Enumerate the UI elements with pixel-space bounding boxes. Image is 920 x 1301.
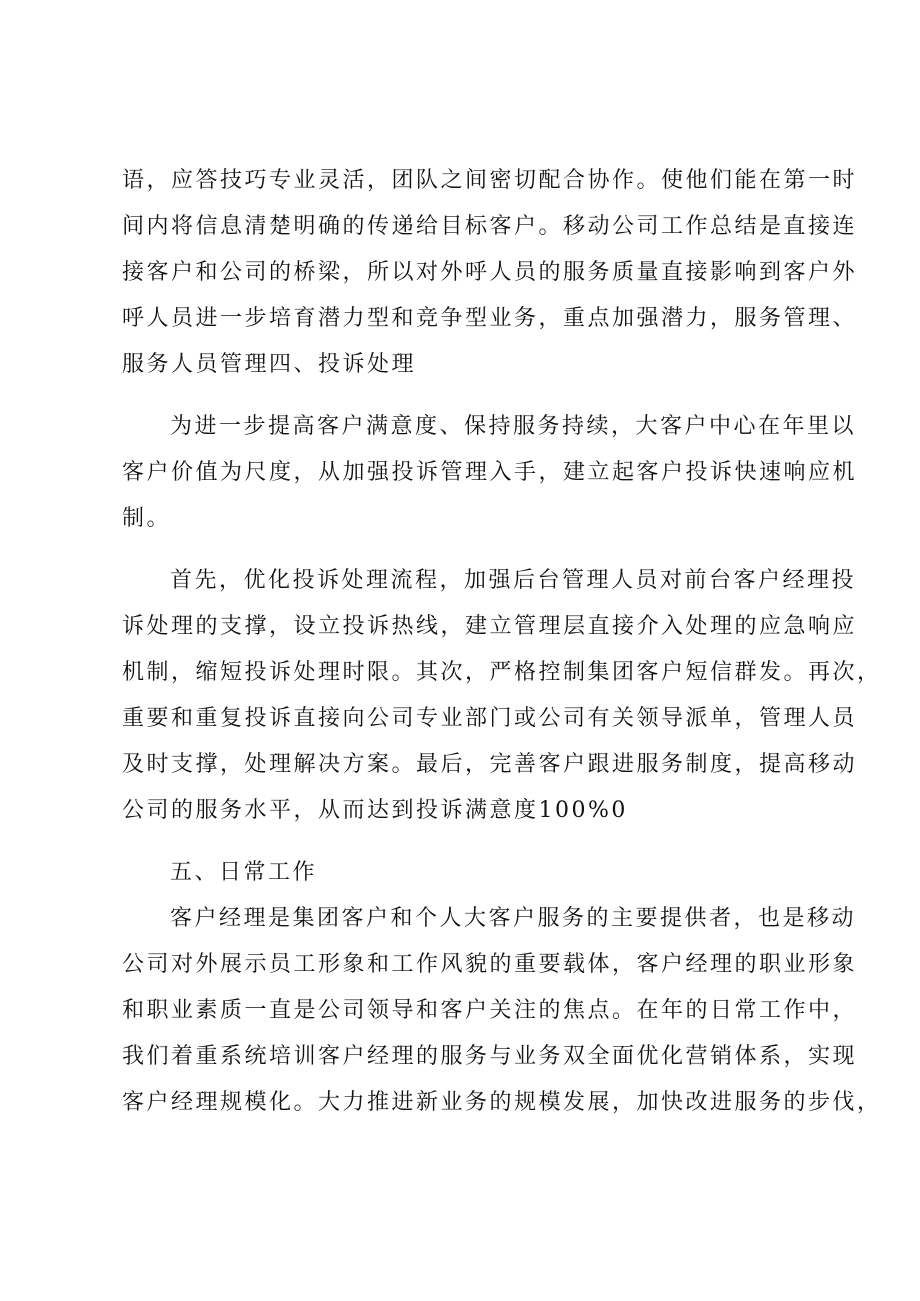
text-line: 首先，优化投诉处理流程，加强后台管理人员对前台客户经理投 xyxy=(170,568,857,593)
text-line: 语，应答技巧专业灵活，团队之间密切配合协作。使他们能在第一时 xyxy=(122,168,858,193)
paragraph-2 xyxy=(122,404,858,542)
text-line: 及时支撑，处理解决方案。最后，完善客户跟进服务制度，提高移动 xyxy=(122,752,858,777)
text-line: 重要和重复投诉直接向公司专业部门或公司有关领导派单，管理人员 xyxy=(122,706,858,731)
text-line: 客户经理是集团客户和个人大客户服务的主要提供者，也是移动 xyxy=(170,906,857,931)
text-line: 客户价值为尺度，从加强投诉管理入手，建立起客户投诉快速响应机 xyxy=(122,460,858,485)
text-line: 公司对外展示员工形象和工作风貌的重要载体，客户经理的职业形象 xyxy=(122,952,858,977)
text-line: 客户经理规模化。大力推进新业务的规模发展，加快改进服务的步伐， xyxy=(122,1090,882,1115)
text-line: 服务人员管理四、投诉处理 xyxy=(122,352,417,377)
section-title: 五、日常工作 xyxy=(170,860,318,885)
section-heading xyxy=(122,850,822,896)
text-line: 接客户和公司的桥梁，所以对外呼人员的服务质量直接影响到客户外 xyxy=(122,260,858,285)
text-line: 公司的服务水平，从而达到投诉满意度100%0 xyxy=(122,798,628,823)
paragraph-5 xyxy=(122,896,882,1126)
text-line: 机制，缩短投诉处理时限。其次，严格控制集团客户短信群发。再次， xyxy=(122,660,882,685)
text-line: 制。 xyxy=(122,506,172,531)
text-line: 为进一步提高客户满意度、保持服务持续，大客户中心在年里以 xyxy=(170,414,857,439)
paragraph-gap xyxy=(122,388,822,404)
paragraph-1 xyxy=(122,158,858,388)
text-line: 和职业素质一直是公司领导和客户关注的焦点。在年的日常工作中， xyxy=(122,998,858,1023)
document-body xyxy=(122,158,882,1126)
text-line: 诉处理的支撑，设立投诉热线，建立管理层直接介入处理的应急响应 xyxy=(122,614,858,639)
paragraph-gap xyxy=(122,834,822,850)
text-line: 呼人员进一步培育潜力型和竞争型业务，重点加强潜力，服务管理、 xyxy=(122,306,858,331)
paragraph-3 xyxy=(122,558,882,834)
text-line: 我们着重系统培训客户经理的服务与业务双全面优化营销体系，实现 xyxy=(122,1044,858,1069)
paragraph-gap xyxy=(122,542,822,558)
text-line: 间内将信息清楚明确的传递给目标客户。移动公司工作总结是直接连 xyxy=(122,214,858,239)
